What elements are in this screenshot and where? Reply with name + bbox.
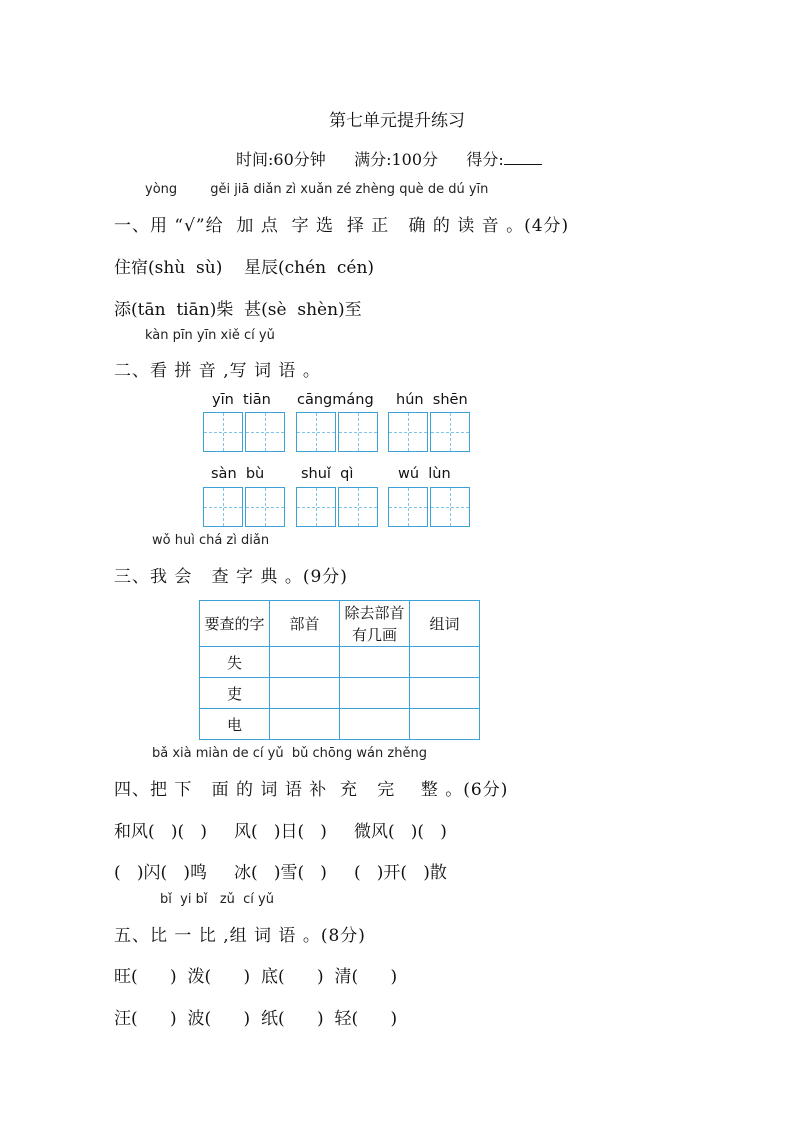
table-header-line: 有几画 xyxy=(351,625,397,644)
table-cell[interactable] xyxy=(270,678,340,709)
dictionary-table xyxy=(199,600,480,740)
q5-line-2: 汪( ) 波( ) 纸( ) 轻( ) xyxy=(114,1009,398,1029)
table-cell-char: 吏 xyxy=(200,678,270,709)
q4-line-2: ( )闪( )鸣 冰( )雪( ) ( )开( )散 xyxy=(114,863,447,883)
time-limit: 时间:60分钟 xyxy=(236,150,326,169)
table-cell[interactable] xyxy=(410,678,480,709)
score-blank[interactable] xyxy=(504,150,542,165)
q1-question: 一、用 “√”给 加 点 字 选 择 正 确 的 读 音 。(4分) xyxy=(114,216,570,236)
writing-box[interactable] xyxy=(296,412,336,452)
q1-line-2: 添(tān tiān)柴 甚(sè shèn)至 xyxy=(114,300,362,320)
table-cell[interactable] xyxy=(410,647,480,678)
table-cell[interactable] xyxy=(270,709,340,740)
table-row xyxy=(200,647,480,678)
writing-box[interactable] xyxy=(296,487,336,527)
table-row xyxy=(200,709,480,740)
score-label: 得分: xyxy=(466,150,504,169)
grid-label-2: cāngmáng xyxy=(297,392,374,408)
writing-box[interactable] xyxy=(203,487,243,527)
q2-question: 二、看 拼 音 ,写 词 语 。 xyxy=(114,361,321,381)
full-score: 满分:100分 xyxy=(354,150,439,169)
table-cell[interactable] xyxy=(340,678,410,709)
table-header: 组词 xyxy=(410,601,480,647)
table-header-line: 除去部首 xyxy=(344,603,405,622)
table-header-row xyxy=(200,601,480,647)
writing-box[interactable] xyxy=(203,412,243,452)
table-cell-char: 电 xyxy=(200,709,270,740)
table-header: 部首 xyxy=(270,601,340,647)
grid-label-5: shuǐ qì xyxy=(301,466,354,482)
q5-question: 五、比 一 比 ,组 词 语 。(8分) xyxy=(114,926,366,946)
writing-box[interactable] xyxy=(338,487,378,527)
grid-label-4: sàn bù xyxy=(211,466,265,482)
writing-box[interactable] xyxy=(430,487,470,527)
q5-line-1: 旺( ) 泼( ) 底( ) 清( ) xyxy=(114,967,398,987)
q3-question: 三、我 会 查 字 典 。(9分) xyxy=(114,567,348,587)
table-header: 要查的字 xyxy=(200,601,270,647)
table-cell[interactable] xyxy=(270,647,340,678)
q4-pinyin: bǎ xià miàn de cí yǔ bǔ chōng wán zhěng xyxy=(152,746,427,761)
writing-box[interactable] xyxy=(245,487,285,527)
table-cell-char: 失 xyxy=(200,647,270,678)
table-header xyxy=(340,601,410,647)
grid-label-3: hún shēn xyxy=(396,392,468,408)
q5-pinyin: bǐ yi bǐ zǔ cí yǔ xyxy=(160,892,274,907)
table-cell[interactable] xyxy=(340,647,410,678)
q4-line-1: 和风( )( ) 风( )日( ) 微风( )( ) xyxy=(114,822,447,842)
writing-box[interactable] xyxy=(338,412,378,452)
q4-question: 四、把 下 面 的 词 语 补 充 完 整 。(6分) xyxy=(114,780,509,800)
writing-box[interactable] xyxy=(388,412,428,452)
writing-box[interactable] xyxy=(245,412,285,452)
q3-pinyin: wǒ huì chá zì diǎn xyxy=(152,533,270,548)
table-cell[interactable] xyxy=(340,709,410,740)
exam-meta xyxy=(236,147,542,170)
table-cell[interactable] xyxy=(410,709,480,740)
grid-label-1: yīn tiān xyxy=(212,392,271,408)
q2-pinyin: kàn pīn yīn xiě cí yǔ xyxy=(145,328,275,343)
page-title: 第七单元提升练习 xyxy=(329,111,465,131)
q1-pinyin: yòng gěi jiā diǎn zì xuǎn zé zhèng què de dú yīn xyxy=(145,182,489,197)
grid-label-6: wú lùn xyxy=(398,466,451,482)
writing-box[interactable] xyxy=(430,412,470,452)
q1-line-1: 住宿(shù sù) 星辰(chén cén) xyxy=(114,258,375,278)
table-row xyxy=(200,678,480,709)
writing-box[interactable] xyxy=(388,487,428,527)
